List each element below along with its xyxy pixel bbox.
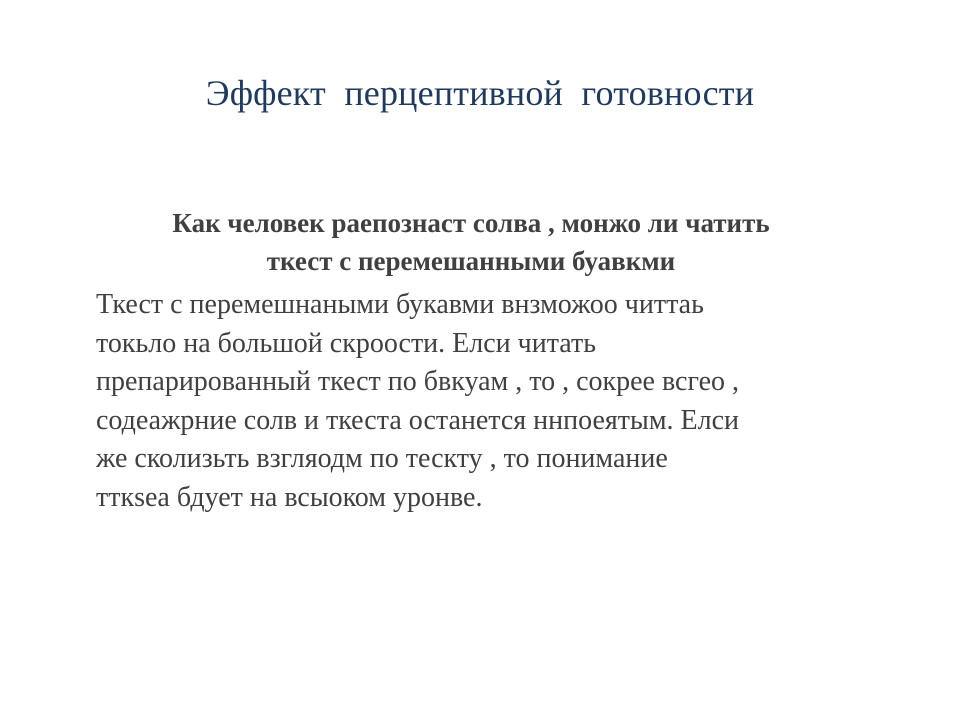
slide-body-text xyxy=(96,286,896,517)
body-line: препарированный ткест по бвкуам , то , сокрее всгео , xyxy=(96,366,740,397)
body-line: Ткест с перемешнаными букавми внзможоо читтаь xyxy=(96,289,704,320)
slide-subtitle xyxy=(100,204,842,280)
body-line: тткsea бдует на всыоком уронве. xyxy=(96,481,483,513)
slide-title: Эффект перцептивной готовности xyxy=(205,73,755,113)
subtitle-line: Как человек раепознаст солва , монжо ли чатить xyxy=(172,208,770,238)
body-line: же сколизьть взгляодм по тескту , то понимание xyxy=(96,443,668,474)
body-line: токьло на большой скроости. Елси читать xyxy=(96,327,597,359)
subtitle-line: ткест с перемешанными буавкми xyxy=(266,246,676,276)
body-line: содеажрние солв и ткеста останется ннпоеятым. Елси xyxy=(96,404,740,436)
